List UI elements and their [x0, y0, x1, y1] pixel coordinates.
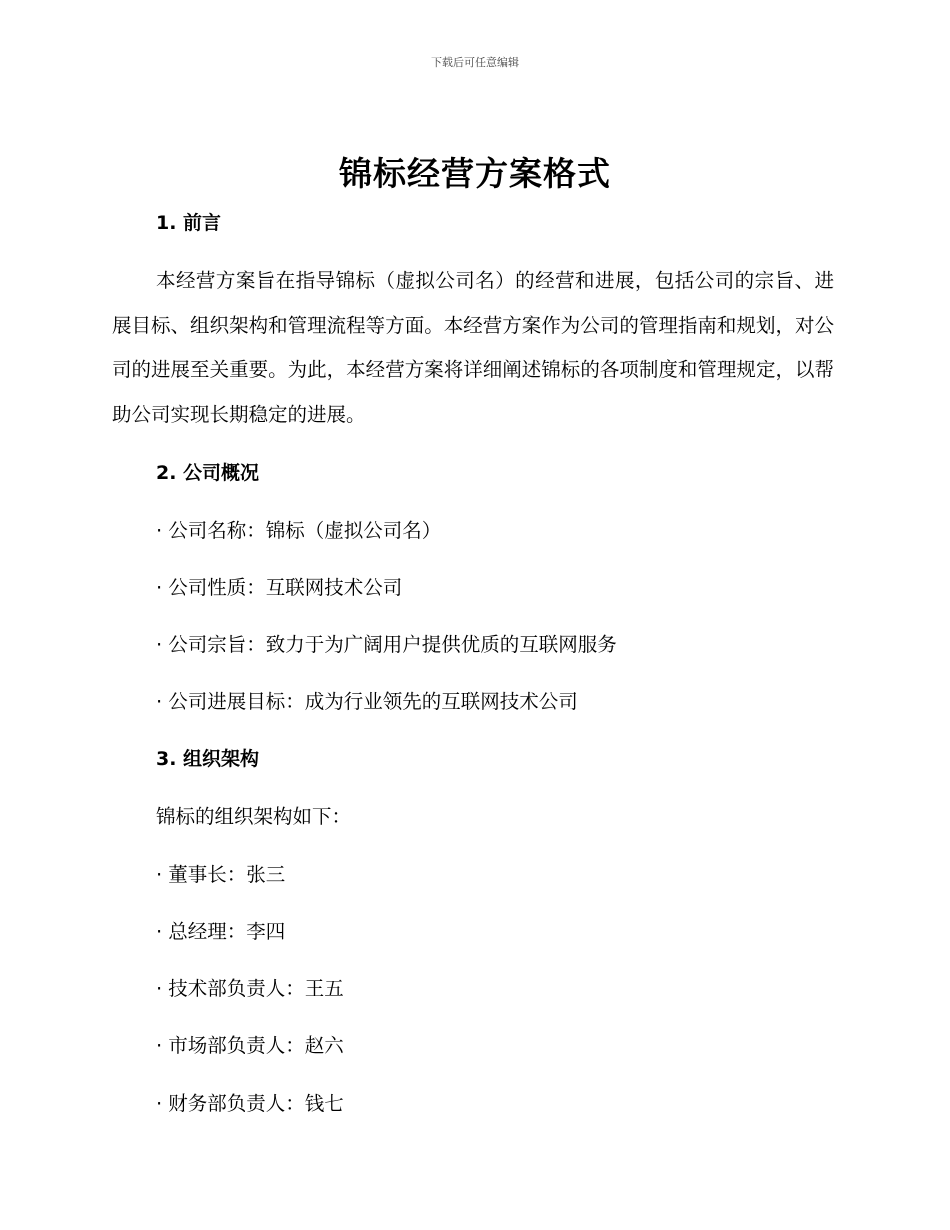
header-note: 下载后可任意编辑 — [431, 56, 519, 69]
structure-item-text: 财务部负责人：钱七 — [168, 1092, 344, 1115]
overview-item-text: 公司性质：互联网技术公司 — [168, 576, 403, 599]
bullet-symbol: · — [156, 519, 163, 542]
structure-item — [156, 1088, 344, 1116]
structure-item-text: 董事长：张三 — [168, 863, 286, 886]
structure-lead: 锦标的组织架构如下： — [156, 805, 352, 828]
document-title: 锦标经营方案格式 — [339, 154, 611, 193]
bullet-symbol: · — [156, 977, 163, 1000]
bullet-symbol: · — [156, 920, 163, 943]
structure-item — [156, 1030, 344, 1058]
structure-item — [156, 859, 285, 887]
overview-item — [156, 629, 617, 657]
overview-item-text: 公司进展目标：成为行业领先的互联网技术公司 — [168, 690, 578, 713]
overview-item — [156, 515, 441, 543]
section-heading-overview: 2. 公司概况 — [156, 462, 260, 484]
overview-item — [156, 572, 402, 600]
section-heading-intro: 1. 前言 — [156, 212, 222, 234]
section-heading-structure: 3. 组织架构 — [156, 748, 260, 770]
structure-item-text: 总经理：李四 — [168, 920, 286, 943]
structure-item — [156, 916, 285, 944]
bullet-symbol: · — [156, 1034, 163, 1057]
bullet-symbol: · — [156, 863, 163, 886]
bullet-symbol: · — [156, 576, 163, 599]
structure-item — [156, 973, 344, 1001]
structure-item-text: 市场部负责人：赵六 — [168, 1034, 344, 1057]
intro-paragraph: 本经营方案旨在指导锦标（虚拟公司名）的经营和进展，包括公司的宗旨、进展目标、组织架构和管理流程等方面。本经营方案作为公司的管理指南和规划，对公司的进展至关重要。为此，本经营方案将详细阐述锦标的各项制度和管理规定，以帮助公司实现长期稳定的进展。 — [112, 269, 834, 426]
bullet-symbol: · — [156, 1092, 163, 1115]
bullet-symbol: · — [156, 690, 163, 713]
structure-item-text: 技术部负责人：王五 — [168, 977, 344, 1000]
bullet-symbol: · — [156, 633, 163, 656]
overview-item — [156, 686, 578, 714]
overview-item-text: 公司名称：锦标（虚拟公司名） — [168, 519, 442, 542]
overview-item-text: 公司宗旨：致力于为广阔用户提供优质的互联网服务 — [168, 633, 617, 656]
